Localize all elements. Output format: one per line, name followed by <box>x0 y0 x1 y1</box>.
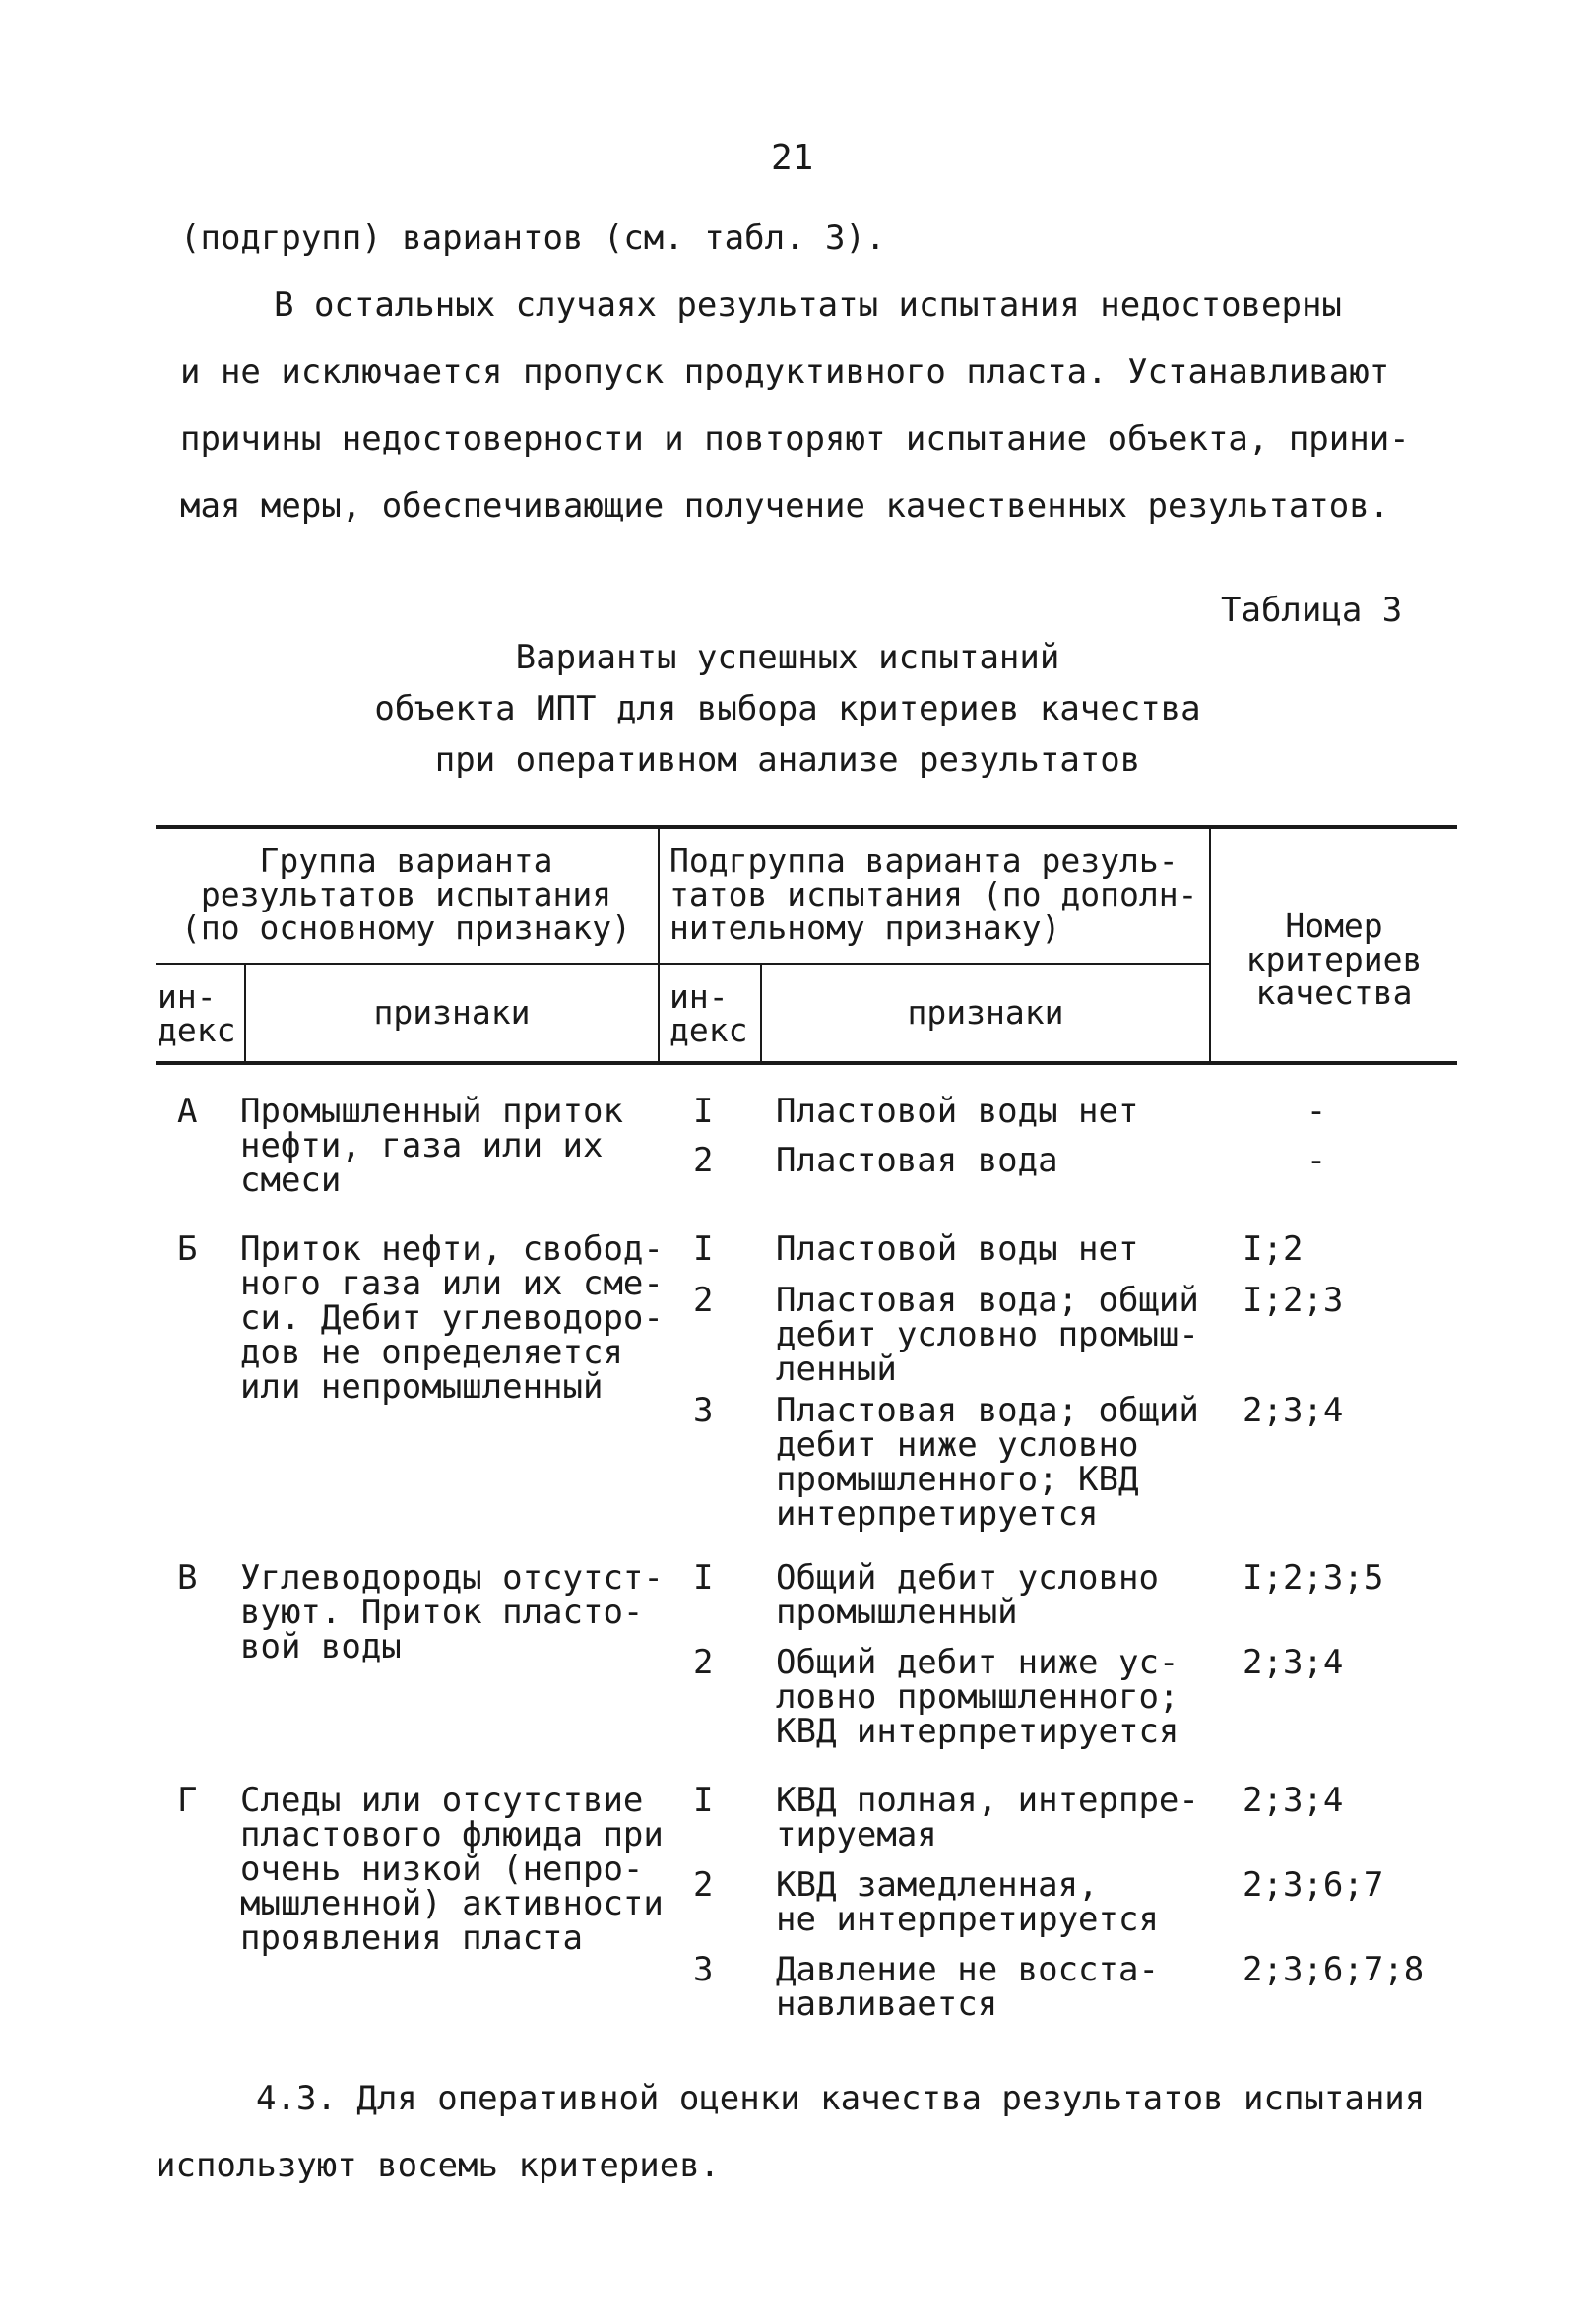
header-subgroup <box>669 842 1206 947</box>
sub-criteria: 2;3;4 <box>1243 1643 1344 1682</box>
row-group-index: В <box>177 1558 198 1598</box>
header-index-line: декс <box>158 1011 236 1049</box>
sub-text-line: Пластовая вода <box>776 1141 1058 1180</box>
sub-index: I <box>693 1558 714 1598</box>
sub-text <box>776 1092 1139 1131</box>
row-group-text-line: очень низкой (непро- <box>240 1850 644 1889</box>
sub-text-line: Общий дебит условно <box>776 1558 1159 1598</box>
sub-text <box>776 1781 1199 1854</box>
sub-text-line: Пластовая вода; общий <box>776 1391 1199 1430</box>
sub-text <box>776 1643 1180 1751</box>
sub-text-line: Общий дебит ниже ус- <box>776 1643 1180 1682</box>
sub-text-line: ловно промышленного; <box>776 1677 1180 1717</box>
sub-index: I <box>693 1092 714 1131</box>
table-label: Таблица 3 <box>1221 591 1403 630</box>
sub-text <box>776 1141 1058 1180</box>
sub-criteria: I;2 <box>1243 1229 1304 1269</box>
sub-index: I <box>693 1781 714 1820</box>
sub-criteria: 2;3;6;7;8 <box>1243 1950 1425 1989</box>
sub-index: 2 <box>693 1865 714 1905</box>
intro-line: (подгрупп) вариантов (см. табл. 3). <box>180 219 886 258</box>
header-subgroup-line: татов испытания (по дополн- <box>669 875 1198 913</box>
intro-line: мая меры, обеспечивающие получение качественных результатов. <box>180 486 1390 526</box>
row-group-text-line: Углеводороды отсутст- <box>240 1558 664 1598</box>
sub-text-line: ленный <box>776 1350 897 1389</box>
footer-line: используют восемь критериев. <box>156 2146 721 2185</box>
header-divider <box>1209 829 1211 1061</box>
header-subgroup-line: нительному признаку) <box>669 909 1061 947</box>
sub-criteria: 2;3;4 <box>1243 1391 1344 1430</box>
header-features: признаки <box>373 993 531 1032</box>
row-group-text-line: или непромышленный <box>240 1367 604 1407</box>
sub-text-line: Пластовой воды нет <box>776 1092 1139 1131</box>
row-group-text-line: пластового флюида при <box>240 1815 664 1854</box>
header-mid-rule <box>156 963 1209 965</box>
table-title-line: объекта ИПТ для выбора критериев качества <box>374 689 1201 728</box>
sub-text <box>776 1558 1159 1632</box>
sub-text-line: не интерпретируется <box>776 1900 1159 1939</box>
header-group-line: Группа варианта <box>259 842 553 880</box>
intro-line: В остальных случаях результаты испытания недостоверны <box>274 285 1342 325</box>
sub-text-line: КВД полная, интерпре- <box>776 1781 1199 1820</box>
intro-line: причины недостоверности и повторяют испытание объекта, прини- <box>180 419 1410 459</box>
header-sub-index-line: декс <box>669 1011 748 1049</box>
header-subgroup-line: Подгруппа варианта резуль- <box>669 842 1179 880</box>
header-criteria-line: Номер <box>1285 907 1383 945</box>
table-top-rule <box>156 825 1457 829</box>
sub-criteria: I;2;3;5 <box>1243 1558 1384 1598</box>
header-sub-index <box>669 977 748 1049</box>
row-group-text-line: ного газа или их сме- <box>240 1264 664 1303</box>
sub-text-line: тируемая <box>776 1815 937 1854</box>
sub-index: I <box>693 1229 714 1269</box>
sub-text-line: дебит условно промыш- <box>776 1315 1199 1354</box>
header-criteria-line: критериев <box>1245 940 1423 978</box>
row-group-text-line: вой воды <box>240 1627 402 1666</box>
sub-criteria: - <box>1306 1092 1327 1131</box>
sub-text-line: КВД замедленная, <box>776 1865 1099 1905</box>
header-divider <box>760 965 762 1061</box>
row-group-index: А <box>177 1092 198 1131</box>
sub-text-line: КВД интерпретируется <box>776 1712 1180 1751</box>
sub-criteria: I;2;3 <box>1243 1281 1344 1320</box>
header-group-line: результатов испытания <box>200 875 612 913</box>
sub-text <box>776 1391 1199 1534</box>
row-group-text-line: си. Дебит углеводоро- <box>240 1298 664 1338</box>
header-index-line: ин- <box>158 977 217 1016</box>
header-sub-index-line: ин- <box>669 977 729 1016</box>
row-group-index: Г <box>177 1781 198 1820</box>
header-group <box>158 842 655 947</box>
sub-criteria: - <box>1306 1141 1327 1180</box>
header-divider <box>244 965 246 1061</box>
sub-text <box>776 1950 1159 2024</box>
row-group-text-line: Приток нефти, свобод- <box>240 1229 664 1269</box>
sub-text <box>776 1281 1199 1389</box>
sub-text-line: промышленного; КВД <box>776 1460 1139 1499</box>
row-group-text <box>240 1092 623 1200</box>
row-group-text-line: дов не определяется <box>240 1333 623 1372</box>
header-group-line: (по основному признаку) <box>181 909 631 947</box>
row-group-text <box>240 1781 664 1958</box>
sub-text-line: дебит ниже условно <box>776 1425 1139 1465</box>
row-group-index: Б <box>177 1229 198 1269</box>
sub-index: 2 <box>693 1643 714 1682</box>
sub-text-line: Давление не восста- <box>776 1950 1159 1989</box>
header-index <box>158 977 236 1049</box>
table-title-line: при оперативном анализе результатов <box>434 740 1141 780</box>
intro-line: и не исключается пропуск продуктивного пласта. Устанавливают <box>180 352 1390 392</box>
page-number: 21 <box>771 138 814 178</box>
row-group-text-line: вуют. Приток пласто- <box>240 1593 644 1632</box>
row-group-text <box>240 1558 664 1666</box>
sub-text <box>776 1229 1139 1269</box>
row-group-text-line: нефти, газа или их <box>240 1126 604 1165</box>
sub-criteria: 2;3;6;7 <box>1243 1865 1384 1905</box>
table-title-line: Варианты успешных испытаний <box>515 638 1060 677</box>
row-group-text-line: мышленной) активности <box>240 1884 664 1923</box>
row-group-text-line: Промышленный приток <box>240 1092 623 1131</box>
sub-text-line: промышленный <box>776 1593 1018 1632</box>
header-criteria <box>1213 907 1455 1012</box>
sub-index: 2 <box>693 1281 714 1320</box>
row-group-text-line: Следы или отсутствие <box>240 1781 644 1820</box>
row-group-text-line: смеси <box>240 1161 342 1200</box>
header-sub-features: признаки <box>907 993 1064 1032</box>
sub-criteria: 2;3;4 <box>1243 1781 1344 1820</box>
header-divider <box>658 829 660 1061</box>
sub-text-line: Пластовая вода; общий <box>776 1281 1199 1320</box>
sub-text-line: навливается <box>776 1984 998 2024</box>
footer-line: 4.3. Для оперативной оценки качества результатов испытания <box>256 2079 1426 2118</box>
row-group-text-line: проявления пласта <box>240 1918 583 1958</box>
sub-text-line: Пластовой воды нет <box>776 1229 1139 1269</box>
sub-text <box>776 1865 1159 1939</box>
header-bottom-rule <box>156 1061 1457 1065</box>
sub-text-line: интерпретируется <box>776 1494 1099 1534</box>
sub-index: 3 <box>693 1391 714 1430</box>
header-criteria-line: качества <box>1255 974 1413 1012</box>
sub-index: 2 <box>693 1141 714 1180</box>
sub-index: 3 <box>693 1950 714 1989</box>
row-group-text <box>240 1229 664 1407</box>
